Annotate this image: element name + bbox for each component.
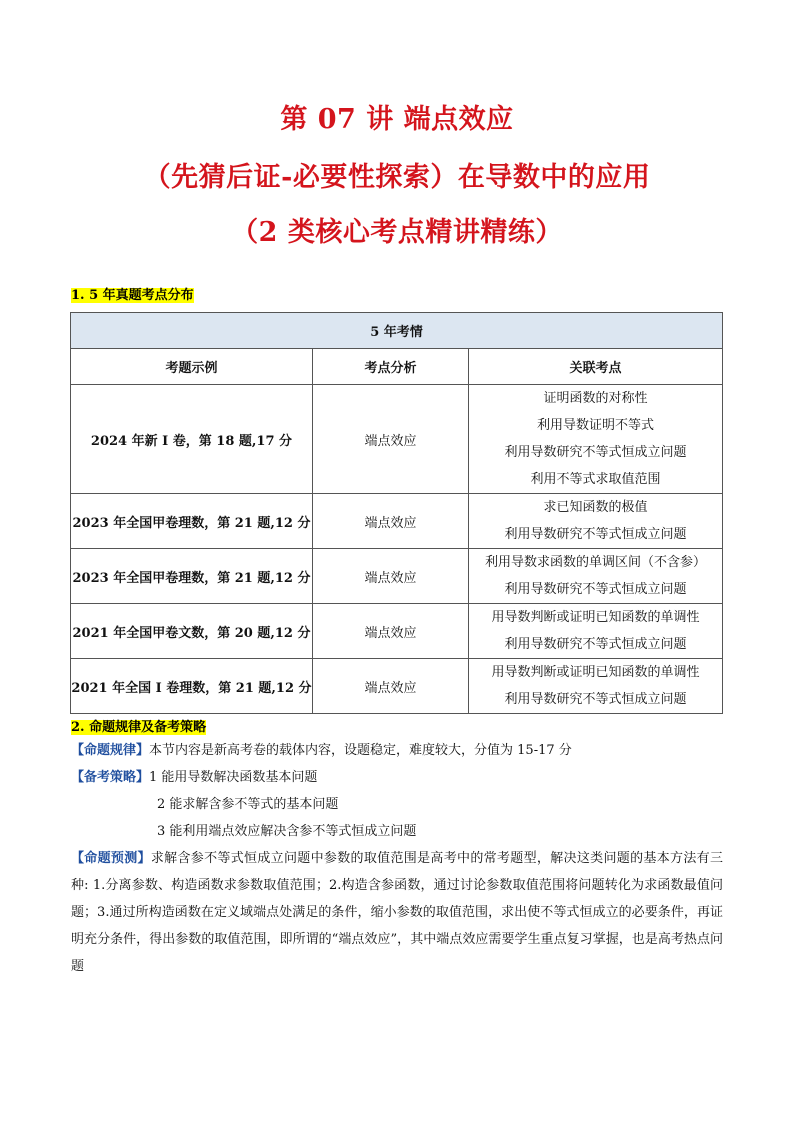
- related-points: [469, 549, 723, 604]
- exam-distribution-table: [70, 312, 723, 714]
- column-header-example: 考题示例: [71, 349, 313, 385]
- related-point: 证明函数的对称性: [543, 391, 648, 406]
- related-point: 利用不等式求取值范围: [530, 472, 661, 487]
- strategy-item: 1 能用导数解决函数基本问题: [149, 770, 318, 785]
- strategy-paragraph: [71, 764, 723, 791]
- rule-text: 本节内容是新高考卷的载体内容，设题稳定，难度较大，分值为 15-17 分: [149, 743, 572, 758]
- table-row: [71, 549, 723, 604]
- exam-analysis: 端点效应: [313, 604, 469, 659]
- table-row: [71, 385, 723, 494]
- related-point: 利用导数证明不等式: [536, 418, 654, 433]
- exam-example: 2023 年全国甲卷理数，第 21 题,12 分: [71, 494, 313, 549]
- related-point: 利用导数研究不等式恒成立问题: [504, 637, 687, 652]
- forecast-text: 求解含参不等式恒成立问题中参数的取值范围是高考中的常考题型，解决这类问题的基本方法有三种: 1.分离参数、构造函数求参数取值范围；2.构造含参函数，通过讨论参数取值范围将问题转化为求函数最值问题；3.通过所构造函数在定义域端点处满足的条件，缩小参数的取值范围，求出使不等式恒成立的必要条件，再证明充分条件，得出参数的取值范围，即所谓的“端点效应”，其中端点效应需要学生重点复习掌握，也是高考热点问题: [71, 851, 723, 974]
- related-points: [469, 604, 723, 659]
- column-header-related: 关联考点: [469, 349, 723, 385]
- exam-example: 2021 年全国甲卷文数，第 20 题,12 分: [71, 604, 313, 659]
- column-header-analysis: 考点分析: [313, 349, 469, 385]
- exam-analysis: 端点效应: [313, 385, 469, 494]
- related-point: 利用导数研究不等式恒成立问题: [504, 692, 687, 707]
- forecast-paragraph: [71, 845, 723, 980]
- exam-analysis: 端点效应: [313, 494, 469, 549]
- lecture-subtitle-2: （2 类核心考点精讲精练）: [231, 217, 563, 248]
- lecture-subtitle: （先猜后证-必要性探索）在导数中的应用: [143, 162, 651, 193]
- exam-analysis: 端点效应: [313, 659, 469, 714]
- rule-paragraph: [71, 737, 723, 764]
- section-1-heading: 1. 5 年真题考点分布: [71, 288, 194, 303]
- table-row: [71, 659, 723, 714]
- exam-example: 2023 年全国甲卷理数，第 21 题,12 分: [71, 549, 313, 604]
- related-point: 利用导数求函数的单调区间（不含参）: [484, 555, 706, 570]
- table-row: [71, 604, 723, 659]
- exam-example: 2024 年新 I 卷，第 18 题,17 分: [71, 385, 313, 494]
- table-row: [71, 494, 723, 549]
- strategy-item: 3 能利用端点效应解决含参不等式恒成立问题: [157, 824, 417, 839]
- exam-example: 2021 年全国 I 卷理数，第 21 题,12 分: [71, 659, 313, 714]
- strategy-item: 2 能求解含参不等式的基本问题: [157, 797, 339, 812]
- related-point: 利用导数研究不等式恒成立问题: [504, 445, 687, 460]
- related-point: 求已知函数的极值: [543, 500, 648, 515]
- exam-analysis: 端点效应: [313, 549, 469, 604]
- related-points: [469, 659, 723, 714]
- related-point: 用导数判断或证明已知函数的单调性: [491, 665, 700, 680]
- related-points: [469, 385, 723, 494]
- related-point: 用导数判断或证明已知函数的单调性: [491, 610, 700, 625]
- related-point: 利用导数研究不等式恒成立问题: [504, 527, 687, 542]
- table-title: 5 年考情: [71, 313, 723, 349]
- lecture-title: 第 07 讲 端点效应: [280, 104, 514, 135]
- rule-tag: 【命题规律】: [71, 743, 150, 758]
- forecast-tag: 【命题预测】: [71, 851, 151, 866]
- related-points: [469, 494, 723, 549]
- section-2-heading: 2. 命题规律及备考策略: [71, 720, 207, 735]
- strategy-tag: 【备考策略】: [71, 770, 150, 785]
- related-point: 利用导数研究不等式恒成立问题: [504, 582, 687, 597]
